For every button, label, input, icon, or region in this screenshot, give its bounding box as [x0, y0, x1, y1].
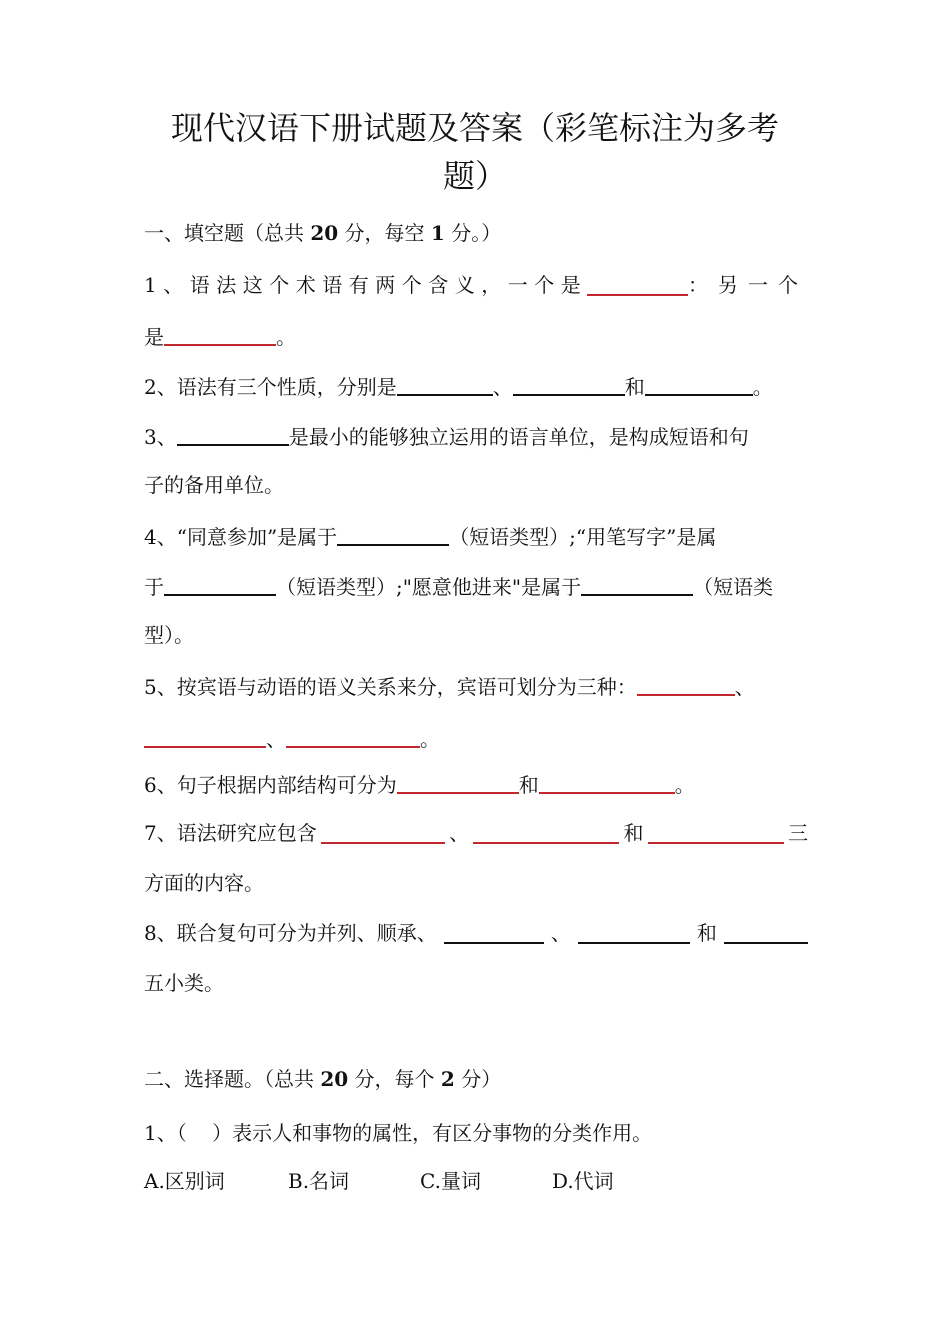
answer-blank-highlighted	[637, 672, 735, 696]
document-title	[130, 104, 820, 200]
question-4-line-3: 型）。	[144, 623, 194, 647]
question-2: 2、语法有三个性质，分别是 、 和 。	[144, 370, 808, 402]
answer-blank	[645, 372, 753, 396]
answer-blank	[164, 572, 276, 596]
answer-blank-highlighted	[397, 770, 519, 794]
option-c: C.量词	[420, 1169, 481, 1193]
answer-blank-highlighted	[164, 322, 276, 346]
answer-blank	[177, 422, 289, 446]
option-b: B.名词	[288, 1169, 350, 1193]
question-8-line-1: 8、联合复句可分为并列、顺承、 、 和	[144, 918, 808, 948]
choice-question-1: 1、（ ）表示人和事物的属性，有区分事物的分类作用。	[144, 1121, 653, 1145]
question-6: 6、句子根据内部结构可分为 和 。	[144, 768, 808, 800]
answer-blank-highlighted	[587, 272, 688, 296]
question-8-line-2: 五小类。	[144, 971, 224, 995]
answer-blank	[513, 372, 625, 396]
answer-blank-highlighted	[321, 820, 445, 844]
answer-blank	[581, 572, 693, 596]
answer-blank	[724, 920, 808, 944]
title-line-2: 题）	[442, 157, 507, 195]
question-4-line-2: 于 （短语类型）;"愿意他进来"是属于 （短语类	[144, 570, 808, 602]
question-3-line-2: 子的备用单位。	[144, 473, 284, 497]
question-1-line-1: 1、语法这个术语有两个含义，一个是 ：另一个	[144, 273, 808, 297]
answer-blank-highlighted	[648, 820, 784, 844]
section-1-heading: 一、填空题（总共 20 分，每空 1 分。）	[144, 221, 502, 245]
answer-blank	[337, 522, 449, 546]
answer-blank-highlighted	[539, 770, 675, 794]
answer-blank	[397, 372, 493, 396]
answer-blank	[444, 920, 544, 944]
section-2-heading: 二、选择题。（总共 20 分，每个 2 分）	[144, 1067, 502, 1091]
question-7-line-1: 7、语法研究应包含 、 和 三	[144, 821, 808, 845]
answer-blank-highlighted	[286, 724, 420, 748]
answer-blank	[578, 920, 690, 944]
answer-blank-highlighted	[473, 820, 619, 844]
option-a: A.区别词	[144, 1169, 225, 1193]
question-5-line-2: 、 。	[144, 722, 808, 754]
option-d: D.代词	[552, 1169, 614, 1193]
title-line-1: 现代汉语下册试题及答案（彩笔标注为多考	[170, 109, 779, 147]
question-4-line-1: 4、“同意参加”是属于 （短语类型）;“用笔写字”是属	[144, 520, 808, 552]
answer-blank-highlighted	[144, 724, 266, 748]
question-1-line-2: 是 。	[144, 320, 808, 352]
choice-question-1-options	[144, 1166, 808, 1196]
question-5-line-1: 5、按宾语与动语的语义关系来分，宾语可划分为三种： 、	[144, 670, 808, 702]
question-7-line-2: 方面的内容。	[144, 871, 264, 895]
question-3-line-1: 3、 是最小的能够独立运用的语言单位，是构成短语和句	[144, 420, 808, 452]
